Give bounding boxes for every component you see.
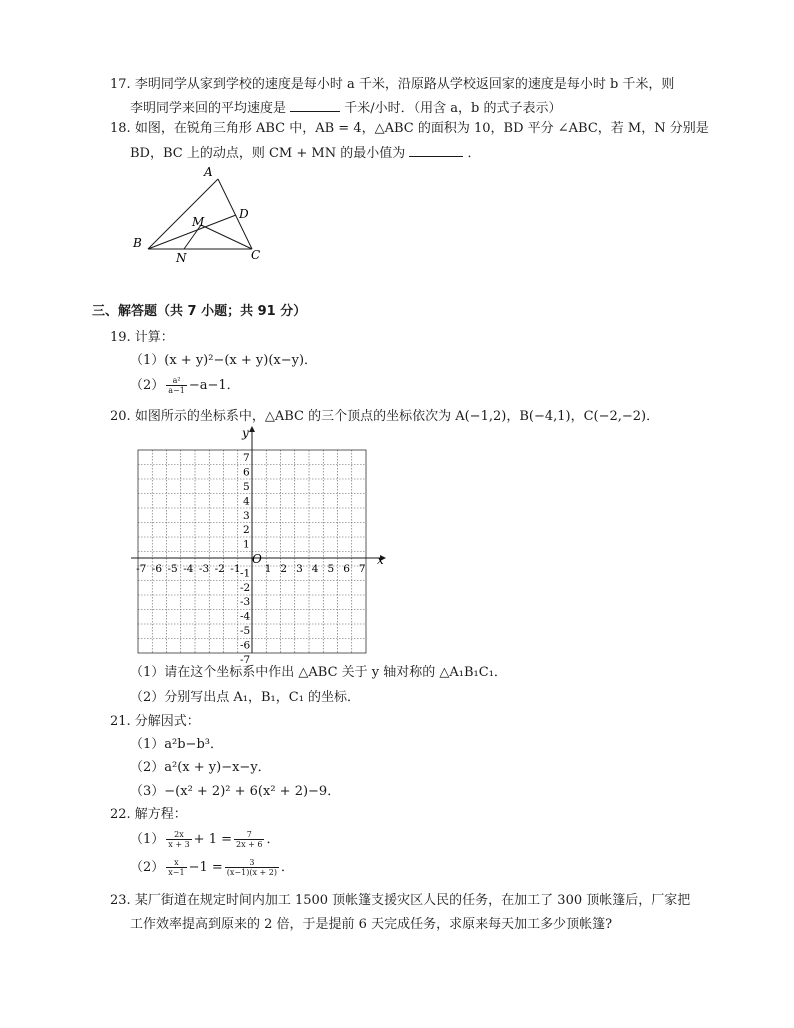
q23-number: 23.: [110, 893, 131, 908]
frac-den: x−1: [168, 868, 185, 877]
y-tick-label: -6: [240, 639, 251, 652]
y-tick-label: -7: [240, 653, 251, 666]
q23-line1: [110, 892, 690, 910]
x-tick-label: 4: [311, 563, 319, 575]
q19-part2: [130, 376, 240, 395]
q17-text-1: 李明同学从家到学校的速度是每小时 a 千米，沿原路从学校返回家的速度是每小时 b 千米，则: [134, 77, 675, 92]
coordinate-grid: [128, 424, 390, 666]
label-a: A: [204, 165, 213, 179]
q22-part1: [130, 830, 280, 849]
q22-part2-mid: −1 =: [188, 860, 223, 875]
q18-line1: [110, 120, 709, 138]
q17-line2: [130, 98, 562, 118]
frac-den: 2x + 6: [236, 840, 263, 849]
q17-answer-blank[interactable]: [290, 98, 340, 112]
q22-part1-end: ．: [266, 832, 280, 847]
q19-frac-num: a²: [166, 376, 187, 386]
x-tick-label: -4: [183, 563, 194, 575]
frac-num: 7: [234, 830, 264, 840]
origin-label: O: [252, 552, 262, 566]
q23-line2: 工作效率提高到原来的 2 倍，于是提前 6 天完成任务，求原来每天加工多少顶帐篷?: [130, 917, 613, 932]
y-tick-label: 2: [243, 524, 250, 537]
q19-part2-rest: −a−1．: [188, 378, 240, 393]
y-tick-label: -1: [240, 567, 251, 580]
q18-answer-blank[interactable]: [409, 143, 463, 157]
q18-text-1: 如图，在锐角三角形 ABC 中，AB = 4，△ABC 的面积为 10，BD 平分 ∠ABC，若 M，N 分别是: [134, 121, 709, 136]
q20-part2: （2）分别写出点 A₁，B₁，C₁ 的坐标．: [130, 690, 361, 705]
x-axis-label: x: [377, 553, 384, 567]
x-tick-label: -2: [214, 563, 225, 575]
frac-num: x: [166, 858, 186, 868]
q19-fraction: [166, 376, 187, 395]
section-heading: 三、解答题（共 7 小题；共 91 分）: [92, 304, 307, 319]
q18-text-2b: ．: [467, 146, 481, 161]
q22-part2-prefix: （2）: [130, 860, 165, 875]
y-tick-label: -3: [240, 596, 251, 609]
q21-part3: （3）−(x² + 2)² + 6(x² + 2)−9．: [130, 784, 341, 799]
y-tick-label: 6: [243, 466, 250, 479]
q20-text: 如图所示的坐标系中，△ABC 的三个顶点的坐标依次为 A(−1,2)，B(−4,1)，C(−2,−2)．: [134, 409, 660, 424]
q19-part2-prefix: （2）: [130, 378, 165, 393]
y-tick-label: -4: [240, 610, 251, 623]
x-tick-label: 1: [264, 563, 272, 575]
q20-number: 20.: [110, 409, 131, 424]
q21-heading: 21. 分解因式：: [110, 714, 200, 729]
x-tick-label: -3: [198, 563, 210, 575]
q22-p2-fraction-right: [225, 858, 279, 877]
y-tick-label: -2: [240, 581, 251, 594]
q22-part1-mid: + 1 =: [193, 832, 232, 847]
x-tick-label: 7: [358, 563, 366, 575]
q22-part1-prefix: （1）: [130, 832, 165, 847]
frac-num: 2x: [166, 830, 191, 840]
q23-text-1: 某厂街道在规定时间内加工 1500 顶帐篷支援灾区人民的任务，在加工了 300 顶帐篷后，厂家把: [134, 893, 691, 908]
y-tick-label: 4: [243, 495, 250, 508]
q20-part1: （1）请在这个坐标系中作出 △ABC 关于 y 轴对称的 △A₁B₁C₁．: [130, 665, 507, 680]
y-tick-label: 1: [243, 538, 250, 551]
label-b: B: [133, 236, 142, 250]
x-tick-label: 6: [343, 563, 350, 575]
x-tick-label: 3: [296, 563, 303, 575]
q17-text-2a: 李明同学来回的平均速度是: [130, 101, 287, 116]
y-axis-label: y: [242, 426, 249, 440]
q21-part2: （2）a²(x + y)−x−y．: [130, 760, 271, 775]
label-m: M: [192, 215, 205, 229]
x-tick-label: -5: [167, 563, 178, 575]
frac-num: 3: [225, 858, 279, 868]
q22-heading: 22. 解方程：: [110, 807, 187, 822]
q22-p1-fraction-right: [234, 830, 264, 849]
triangle-figure: [128, 163, 268, 268]
q18-number: 18.: [110, 121, 131, 136]
label-n: N: [176, 251, 187, 265]
q19-heading: 19. 计算：: [110, 330, 174, 345]
x-tick-label: 5: [327, 563, 335, 575]
segment-cm: [201, 225, 252, 249]
x-tick-label: 2: [280, 563, 288, 575]
y-axis-arrow: [249, 426, 255, 432]
q22-part2-end: ．: [280, 860, 294, 875]
frac-den: x + 3: [168, 840, 190, 849]
x-tick-label: -7: [136, 563, 147, 575]
q17-number: 17.: [110, 77, 131, 92]
frac-den: (x−1)(x + 2): [226, 868, 277, 877]
q19-part1: （1）(x + y)²−(x + y)(x−y)．: [130, 353, 318, 368]
q18-line2: [130, 143, 481, 163]
q19-frac-den: a−1: [168, 386, 185, 395]
q22-part2: [130, 858, 294, 877]
q18-text-2a: BD，BC 上的动点，则 CM + MN 的最小值为: [130, 146, 406, 161]
q22-p2-fraction-left: [166, 858, 186, 877]
y-tick-label: 3: [243, 509, 250, 522]
label-d: D: [239, 207, 249, 221]
q17-line1: [110, 76, 674, 94]
q22-p1-fraction-left: [166, 830, 191, 849]
y-tick-label: -5: [240, 625, 251, 637]
y-tick-label: 5: [243, 481, 250, 493]
x-tick-label: -6: [151, 563, 163, 575]
q17-text-2b: 千米/小时．（用含 a，b 的式子表示）: [344, 101, 562, 116]
label-c: C: [251, 248, 261, 262]
q21-part1: （1）a²b−b³．: [130, 737, 223, 752]
x-tick-label: -1: [230, 563, 241, 575]
y-tick-label: 7: [243, 452, 250, 465]
segment-ab: [148, 179, 218, 249]
